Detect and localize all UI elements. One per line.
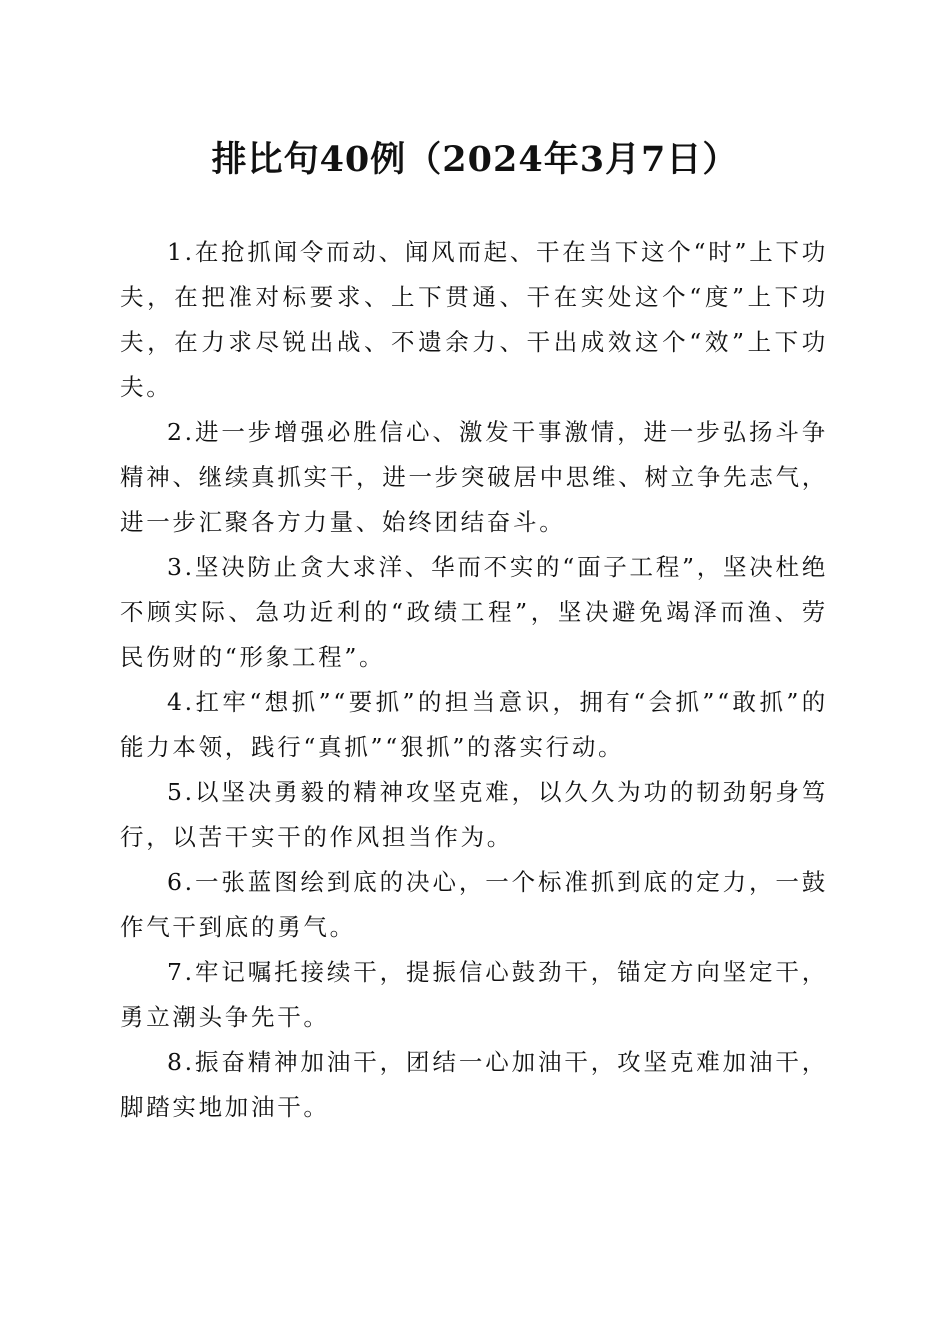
paragraph-4: 4.扛牢“想抓”“要抓”的担当意识，拥有“会抓”“敢抓”的能力本领，践行“真抓”“狠抓”的落实行动。: [120, 688, 828, 761]
paragraph-7: 7.牢记嘱托接续干，提振信心鼓劲干，锚定方向坚定干，勇立潮头争先干。: [120, 958, 828, 1031]
document-title: 排比句40例（2024年3月7日）: [211, 139, 739, 180]
paragraph-1: 1.在抢抓闻令而动、闻风而起、干在当下这个“时”上下功夫，在把准对标要求、上下贯通、干在实处这个“度”上下功夫，在力求尽锐出战、不遗余力、干出成效这个“效”上下功夫。: [120, 238, 828, 401]
paragraph-5: 5.以坚决勇毅的精神攻坚克难，以久久为功的韧劲躬身笃行，以苦干实干的作风担当作为。: [120, 778, 828, 851]
paragraph-6: 6.一张蓝图绘到底的决心，一个标准抓到底的定力，一鼓作气干到底的勇气。: [120, 868, 828, 941]
paragraph-3: 3.坚决防止贪大求洋、华而不实的“面子工程”，坚决杜绝不顾实际、急功近利的“政绩工程”，坚决避免竭泽而渔、劳民伤财的“形象工程”。: [120, 553, 828, 671]
paragraph-8: 8.振奋精神加油干，团结一心加油干，攻坚克难加油干，脚踏实地加油干。: [120, 1048, 828, 1121]
document-body: [120, 230, 828, 1130]
paragraph-2: 2.进一步增强必胜信心、激发干事激情，进一步弘扬斗争精神、继续真抓实干，进一步突破居中思维、树立争先志气，进一步汇聚各方力量、始终团结奋斗。: [120, 418, 828, 536]
